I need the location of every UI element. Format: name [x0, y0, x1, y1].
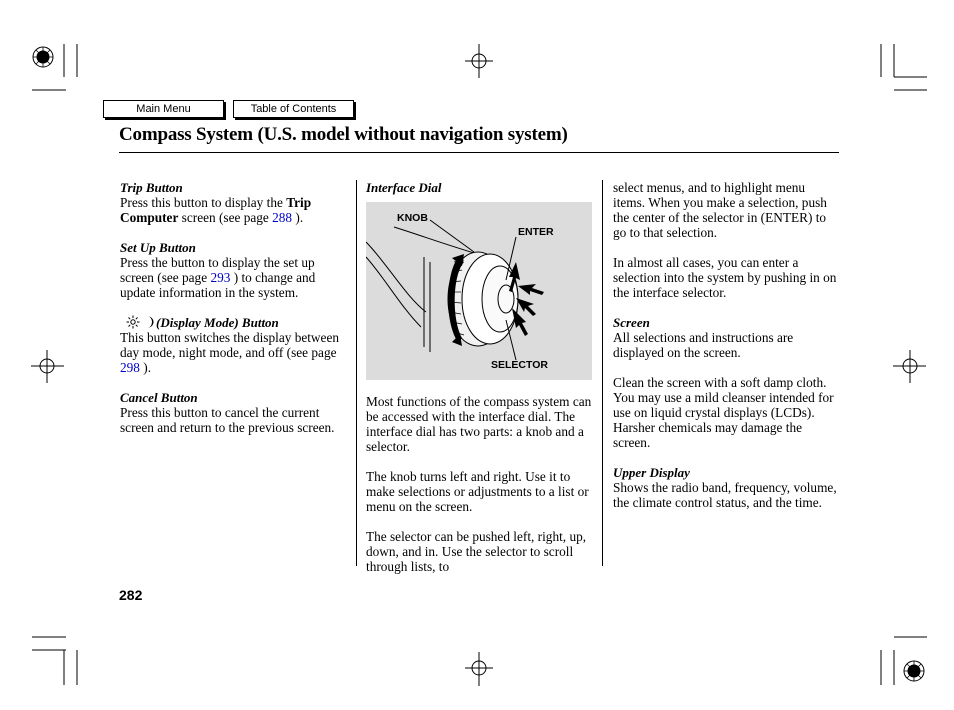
enter-label: ENTER — [518, 226, 554, 238]
setup-button-heading: Set Up Button — [120, 240, 196, 255]
upper-display-text: Shows the radio band, frequency, volume, the climate control status, and the time. — [613, 480, 837, 510]
interface-dial-illustration — [366, 202, 592, 380]
table-of-contents-button[interactable]: Table of Contents — [233, 100, 354, 118]
dial-text-1: Most functions of the compass system can be accessed with the interface dial. The interface dial has two parts: a knob and a selector. — [366, 394, 592, 454]
page-number: 282 — [119, 587, 143, 603]
trip-button-text: Press this button to display the Trip Computer screen (see page 288 ). — [120, 195, 312, 225]
column-right — [613, 180, 839, 525]
registration-target-bottom-right — [904, 661, 924, 681]
sun-icon — [127, 316, 140, 329]
title-divider — [119, 152, 839, 153]
interface-dial-figure — [366, 202, 592, 380]
moon-icon — [148, 317, 154, 328]
page-link-298[interactable]: 298 — [120, 360, 140, 375]
upper-display-heading: Upper Display — [613, 465, 690, 480]
page-link-288[interactable]: 288 — [272, 210, 293, 225]
column-left — [120, 180, 348, 450]
trip-button-heading: Trip Button — [120, 180, 183, 195]
display-mode-heading: (Display Mode) Button — [120, 315, 348, 330]
column-divider-1 — [356, 180, 357, 566]
page-link-293[interactable]: 293 — [210, 270, 231, 285]
display-mode-text: This button switches the display between day mode, night mode, and off (see page 298 ). — [120, 330, 339, 375]
cancel-button-text: Press this button to cancel the current screen and return to the previous screen. — [120, 405, 335, 435]
cancel-button-heading: Cancel Button — [120, 390, 198, 405]
knob-label: KNOB — [397, 212, 428, 224]
column-middle — [366, 180, 594, 589]
screen-text-2: Clean the screen with a soft damp cloth. You may use a mild cleanser intended for use on liquid crystal displays (LCDs). Harsher chemicals may damage the screen. — [613, 375, 834, 450]
column-divider-2 — [602, 180, 603, 566]
selector-text-cont: select menus, and to highlight menu items. When you make a selection, push the center of the selector in (ENTER) to go to that selection. — [613, 180, 827, 240]
main-menu-button[interactable]: Main Menu — [103, 100, 224, 118]
screen-heading: Screen — [613, 315, 650, 330]
page-title: Compass System (U.S. model without navigation system) — [119, 124, 568, 145]
dial-text-2: The knob turns left and right. Use it to make selections or adjustments to a list or menu on the screen. — [366, 469, 589, 514]
setup-button-text: Press the button to display the set up screen (see page 293 ) to change and update information in the system. — [120, 255, 316, 300]
interface-dial-heading: Interface Dial — [366, 180, 442, 195]
registration-target-top-left — [33, 47, 53, 67]
dial-text-3: The selector can be pushed left, right, up, down, and in. Use the selector to scroll through lists, to — [366, 529, 587, 574]
selector-label: SELECTOR — [491, 359, 548, 371]
screen-text-1: All selections and instructions are displayed on the screen. — [613, 330, 794, 360]
selector-text-2: In almost all cases, you can enter a selection into the system by pushing in on the interface selector. — [613, 255, 837, 300]
